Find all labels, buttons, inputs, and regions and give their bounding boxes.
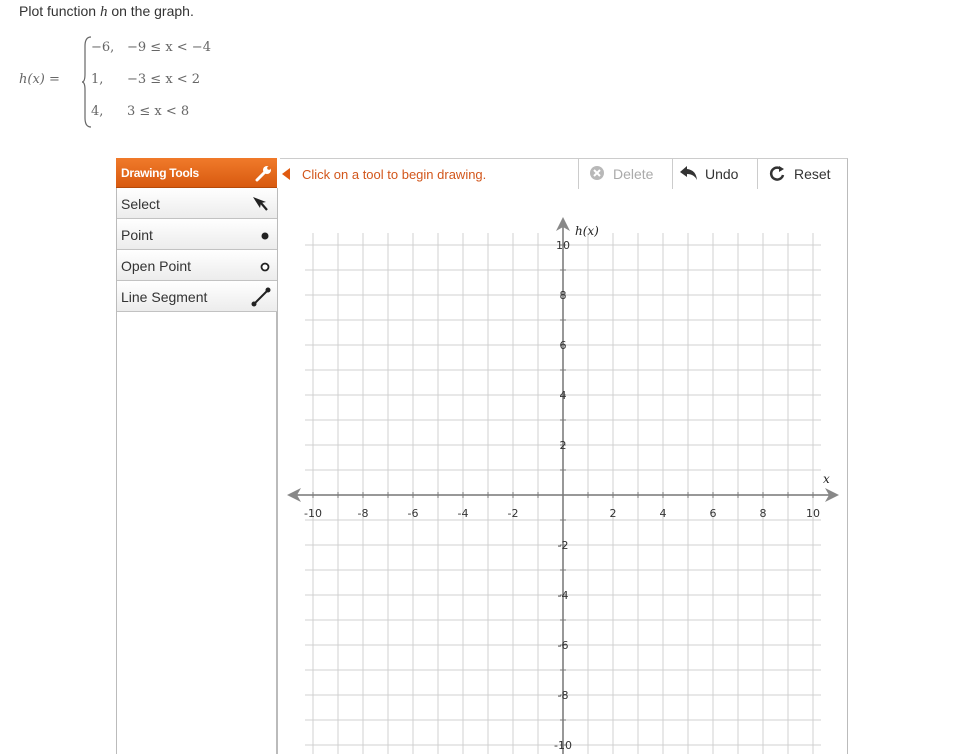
x-tick-label: 2 — [609, 507, 617, 520]
case-row — [91, 72, 200, 87]
cursor-icon — [251, 194, 271, 214]
tool-point[interactable] — [117, 219, 277, 250]
reset-label: Reset — [794, 166, 831, 182]
delete-button[interactable] — [578, 159, 664, 189]
x-tick-label: -8 — [357, 507, 369, 520]
undo-arrow-icon — [679, 164, 699, 182]
wrench-icon — [255, 164, 273, 182]
drawing-tools-panel — [116, 188, 278, 754]
undo-label: Undo — [705, 166, 739, 182]
y-tick-label: -2 — [557, 539, 569, 552]
tool-label: Point — [121, 227, 153, 243]
y-tick-label: -10 — [554, 739, 572, 752]
case-condition: −3 ≤ x < 2 — [127, 72, 201, 87]
y-tick-label: -8 — [557, 689, 569, 702]
y-tick-label: 2 — [559, 439, 567, 452]
tool-label: Line Segment — [121, 289, 208, 305]
y-tick-label: 4 — [559, 389, 567, 402]
undo-button[interactable] — [672, 159, 752, 189]
x-tick-label: 8 — [759, 507, 767, 520]
y-tick-label: -6 — [557, 639, 569, 652]
tool-open-point[interactable] — [117, 250, 277, 281]
reset-button[interactable] — [757, 159, 847, 189]
close-circle-icon — [589, 165, 605, 181]
case-row — [91, 104, 189, 119]
case-row — [91, 40, 211, 55]
y-tick-label: 6 — [559, 339, 567, 352]
case-value: −6, — [91, 40, 115, 55]
open-dot-icon — [251, 256, 271, 276]
x-tick-label: 6 — [709, 507, 717, 520]
delete-label: Delete — [613, 166, 654, 182]
function-lhs: h(x) = — [19, 72, 60, 87]
tool-label: Open Point — [121, 258, 192, 274]
y-axis-label: h(x) — [575, 224, 599, 238]
x-tick-label: -2 — [507, 507, 519, 520]
toolbar-hint: Click on a tool to begin drawing. — [302, 167, 487, 182]
x-tick-label: -6 — [407, 507, 419, 520]
x-axis-label: x — [823, 472, 830, 486]
case-value: 4, — [91, 104, 104, 119]
tool-select[interactable] — [117, 188, 277, 219]
line-segment-icon — [251, 287, 271, 307]
prompt-text: Plot function — [19, 3, 100, 19]
refresh-icon — [768, 165, 786, 183]
tool-line-segment[interactable] — [117, 281, 277, 312]
case-condition: 3 ≤ x < 8 — [127, 104, 190, 119]
coordinate-grid[interactable] — [278, 189, 848, 754]
prompt-text-end: on the graph. — [107, 3, 194, 19]
x-tick-label: -4 — [457, 507, 469, 520]
y-tick-label: -4 — [557, 589, 569, 602]
drawing-tools-title: Drawing Tools — [121, 166, 199, 180]
x-tick-label: 4 — [659, 507, 667, 520]
question-prompt — [19, 3, 194, 21]
y-tick-label: 8 — [559, 289, 567, 302]
drawing-tools-header — [116, 158, 277, 188]
tool-label: Select — [121, 196, 160, 212]
case-condition: −9 ≤ x < −4 — [127, 40, 211, 55]
x-tick-label: -10 — [304, 507, 322, 520]
graph-canvas[interactable] — [278, 189, 848, 754]
pointer-arrow-icon — [282, 168, 290, 180]
function-name: h — [99, 4, 108, 20]
toolbar — [280, 158, 848, 189]
x-tick-label: 10 — [806, 507, 820, 520]
filled-dot-icon — [251, 225, 271, 245]
y-tick-label: 10 — [556, 239, 570, 252]
case-value: 1, — [91, 72, 104, 87]
